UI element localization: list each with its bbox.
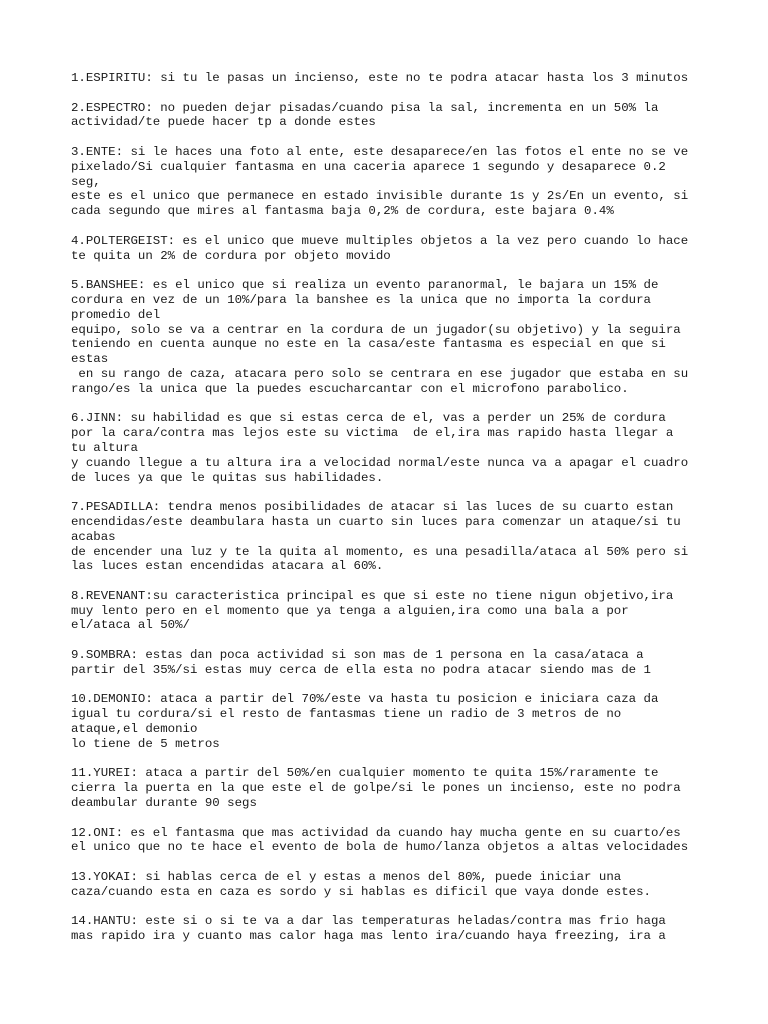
text-line: 3.ENTE: si le haces una foto al ente, este desaparece/en las fotos el ente no se ve: [71, 144, 689, 159]
text-line: te quita un 2% de cordura por objeto movido: [71, 248, 391, 263]
text-line: cada segundo que mires al fantasma baja 0,2% de cordura, este bajara 0.4%: [71, 204, 614, 219]
text-line: igual tu cordura/si el resto de fantasmas tiene un radio de 3 metros de no: [71, 707, 622, 722]
ghost-entry: [71, 914, 711, 944]
text-line: el unico que no te hace el evento de bola de humo/lanza objetos a altas velocidades: [71, 840, 689, 855]
text-line: las luces estan encendidas atacara al 60%.: [71, 559, 384, 574]
text-line: y cuando llegue a tu altura ira a velocidad normal/este nunca va a apagar el cuadro: [71, 455, 689, 470]
text-line: en su rango de caza, atacara pero solo se centrara en ese jugador que estaba en su: [71, 366, 689, 381]
ghost-entry: [71, 234, 711, 264]
ghost-entry: [71, 500, 711, 574]
ghost-entry: [71, 826, 711, 856]
text-line: caza/cuando esta en caza es sordo y si hablas es dificil que vaya donde estes.: [71, 884, 651, 899]
text-line: 10.DEMONIO: ataca a partir del 70%/este va hasta tu posicion e iniciara caza da: [71, 692, 659, 707]
text-line: 1.ESPIRITU: si tu le pasas un incienso, este no te podra atacar hasta los 3 minutos: [71, 71, 689, 85]
text-line: 8.REVENANT:su caracteristica principal es que si este no tiene nigun objetivo,ira: [71, 588, 674, 603]
text-line: 2.ESPECTRO: no pueden dejar pisadas/cuando pisa la sal, incrementa en un 50% la: [71, 100, 659, 115]
ghost-entry: [71, 411, 711, 485]
text-line: teniendo en cuenta aunque no este en la casa/este fantasma es especial en que si: [71, 337, 666, 352]
text-line: lo tiene de 5 metros: [71, 736, 220, 751]
text-line: actividad/te puede hacer tp a donde estes: [71, 115, 376, 130]
text-line: ataque,el demonio: [71, 722, 198, 737]
text-line: mas rapido ira y cuanto mas calor haga mas lento ira/cuando haya freezing, ira a: [71, 929, 666, 944]
ghost-entry: [71, 145, 711, 219]
text-line: de encender una luz y te la quita al momento, es una pesadilla/ataca al 50% pero si: [71, 544, 689, 559]
document-body: [71, 71, 711, 959]
ghost-entry: [71, 589, 711, 633]
text-line: 12.ONI: es el fantasma que mas actividad da cuando hay mucha gente en su cuarto/es: [71, 825, 681, 840]
text-line: partir del 35%/si estas muy cerca de ella esta no podra atacar siendo mas de 1: [71, 662, 651, 677]
ghost-entry: [71, 870, 711, 900]
text-line: el/ataca al 50%/: [71, 618, 190, 633]
text-line: por la cara/contra mas lejos este su victima de el,ira mas rapido hasta llegar a: [71, 426, 674, 441]
text-line: estas: [71, 352, 109, 367]
text-line: promedio del: [71, 307, 161, 322]
text-line: 4.POLTERGEIST: es el unico que mueve multiples objetos a la vez pero cuando lo hace: [71, 233, 689, 248]
text-line: 11.YUREI: ataca a partir del 50%/en cualquier momento te quita 15%/raramente te: [71, 766, 659, 781]
text-line: pixelado/Si cualquier fantasma en una caceria aparece 1 segundo y desaparece 0.2: [71, 159, 666, 174]
text-line: acabas: [71, 529, 116, 544]
text-line: cierra la puerta en la que este el de golpe/si le pones un incienso, este no podra: [71, 781, 681, 796]
text-line: 6.JINN: su habilidad es que si estas cerca de el, vas a perder un 25% de cordura: [71, 411, 666, 426]
text-line: muy lento pero en el momento que ya tenga a alguien,ira como una bala a por: [71, 603, 629, 618]
text-line: rango/es la unica que la puedes escucharcantar con el microfono parabolico.: [71, 381, 629, 396]
text-line: seg,: [71, 174, 101, 189]
text-line: deambular durante 90 segs: [71, 796, 257, 811]
text-line: 9.SOMBRA: estas dan poca actividad si son mas de 1 persona en la casa/ataca a: [71, 648, 644, 663]
ghost-entry: [71, 278, 711, 396]
text-line: de luces ya que le quitas sus habilidades.: [71, 470, 384, 485]
ghost-entry: [71, 71, 711, 86]
text-line: 5.BANSHEE: es el unico que si realiza un evento paranormal, le bajara un 15% de: [71, 278, 659, 293]
text-line: encendidas/este deambulara hasta un cuarto sin luces para comenzar un ataque/si tu: [71, 514, 681, 529]
text-line: 14.HANTU: este si o si te va a dar las temperaturas heladas/contra mas frio haga: [71, 914, 666, 929]
ghost-entry: [71, 648, 711, 678]
ghost-entry: [71, 766, 711, 810]
text-line: 7.PESADILLA: tendra menos posibilidades de atacar si las luces de su cuarto estan: [71, 500, 674, 515]
ghost-entry: [71, 692, 711, 751]
text-line: cordura en vez de un 10%/para la banshee es la unica que no importa la cordura: [71, 292, 651, 307]
text-line: tu altura: [71, 440, 138, 455]
text-line: equipo, solo se va a centrar en la cordura de un jugador(su objetivo) y la seguira: [71, 322, 681, 337]
text-line: 13.YOKAI: si hablas cerca de el y estas a menos del 80%, puede iniciar una: [71, 870, 622, 885]
text-line: este es el unico que permanece en estado invisible durante 1s y 2s/En un evento, si: [71, 189, 689, 204]
ghost-entry: [71, 101, 711, 131]
